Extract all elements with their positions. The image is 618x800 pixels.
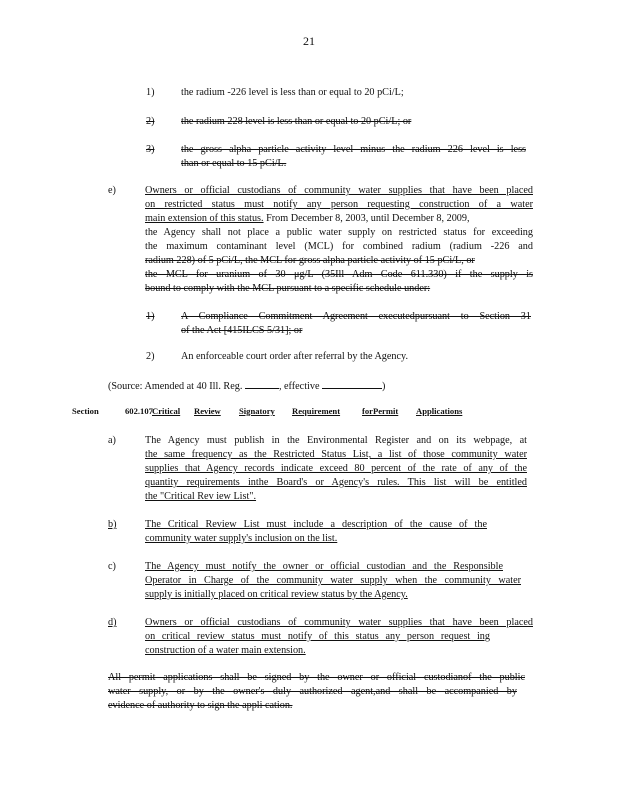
item-e-line: the MCL for uranium of 30 μg/L (35Ill Adm Code 611.330) if the supply is <box>145 269 533 280</box>
sub-item-text: the radium -226 level is less than or equal to 20 pCi/L; <box>181 87 404 98</box>
final-paragraph-line: evidence of authority to sign the appli cation. <box>108 700 293 711</box>
section-title-word: Review <box>194 406 221 416</box>
sub-item-number: 2) <box>146 351 155 362</box>
item-e-line-tail: of 5 pCi/L, the MCL for gross alpha particle activity of 15 pCi/L, or <box>195 255 475 266</box>
sub-item-number: 1) <box>146 87 155 98</box>
item-e-line-part: radium 228) <box>145 255 196 266</box>
final-paragraph-line: water supply, or by the owner's duly authorized agent,and shall be accompanied by <box>108 686 517 697</box>
item-b-line: The Critical Review List must include a description of the cause of the <box>145 519 487 530</box>
item-c-line: supply is initially placed on critical review status by the Agency. <box>145 589 408 600</box>
section-title-word: Critical <box>152 406 181 416</box>
sub-item-text: the radium 228 level is less than or equal to 20 pCi/L; or <box>181 116 412 127</box>
item-e-line: bound to comply with the MCL pursuant to a specific schedule under: <box>145 283 431 294</box>
item-a-line: the "Critical Rev iew List". <box>145 491 257 502</box>
item-e-line <box>145 254 533 268</box>
sub-item-number: 1) <box>146 311 155 322</box>
item-d-line: on critical review status must notify of this status any person request ing <box>145 631 490 642</box>
item-d-line: construction of a water main extension. <box>145 645 306 656</box>
item-label: a) <box>108 435 116 446</box>
item-a-line: supplies that Agency records indicate exceed 80 percent of the rate of any of the <box>145 463 527 474</box>
item-a-line: The Agency must publish in the Environmental Register and on its webpage, at <box>145 435 527 446</box>
item-d-line: Owners or official custodians of community water supplies that have been placed <box>145 617 533 628</box>
item-e-line-part: main extension of this status. <box>145 213 264 224</box>
item-label: c) <box>108 561 116 572</box>
sub-item-number: 2) <box>146 116 155 127</box>
item-c-line: The Agency must notify the owner or official custodian and the Responsible <box>145 561 503 572</box>
item-c-line: Operator in Charge of the community water supply when the community water <box>145 575 521 586</box>
item-e-line: on restricted status must notify any person requesting construction of a water <box>145 199 533 210</box>
section-label: Section <box>72 406 99 416</box>
final-paragraph-line: All permit applications shall be signed by the owner or official custodianof the public <box>108 672 525 683</box>
register-blank <box>245 378 279 389</box>
page-number: 21 <box>303 34 315 48</box>
sub-item-text: of the Act [415ILCS 5/31]; or <box>181 325 303 336</box>
section-title-word: Signatory <box>239 406 275 416</box>
section-title-word: Applications <box>416 406 463 416</box>
source-close: ) <box>382 381 386 392</box>
item-a-line: quantity requirements inthe Board's or Agency's rules. This list will be entitled <box>145 477 527 488</box>
source-note <box>108 378 385 394</box>
sub-item-number: 3) <box>146 144 155 155</box>
item-e-line: the Agency shall not place a public water supply on restricted status for exceeding <box>145 227 533 238</box>
item-label: d) <box>108 617 117 628</box>
section-title-word: forPermit <box>362 406 399 416</box>
section-title-word: Requirement <box>292 406 341 416</box>
item-e-line-tail: From December 8, 2003, until December 8, 2009, <box>263 213 470 224</box>
item-label: e) <box>108 185 116 196</box>
item-e-line: the maximum contaminant level (MCL) for combined radium (radium -226 and <box>145 241 533 252</box>
item-label: b) <box>108 519 117 530</box>
section-number: 602.107 <box>125 406 153 416</box>
item-a-line: the same frequency as the Restricted Status List, a list of those community water <box>145 449 527 460</box>
sub-item-text: than or equal to 15 pCi/L. <box>181 158 287 169</box>
item-e-line <box>145 212 533 226</box>
item-b-line: community water supply's inclusion on the list. <box>145 533 338 544</box>
sub-item-text: An enforceable court order after referral by the Agency. <box>181 351 409 362</box>
effective-date-blank <box>322 378 382 389</box>
source-lead: (Source: Amended at 40 Ill. Reg. <box>108 381 243 392</box>
sub-item-text: A Compliance Commitment Agreement executedpursuant to Section 31 <box>181 311 531 322</box>
sub-item-text: the gross alpha particle activity level minus the radium 226 level is less <box>181 144 526 155</box>
item-e-line: Owners or official custodians of community water supplies that have been placed <box>145 185 533 196</box>
source-effective: , effective <box>278 381 320 392</box>
